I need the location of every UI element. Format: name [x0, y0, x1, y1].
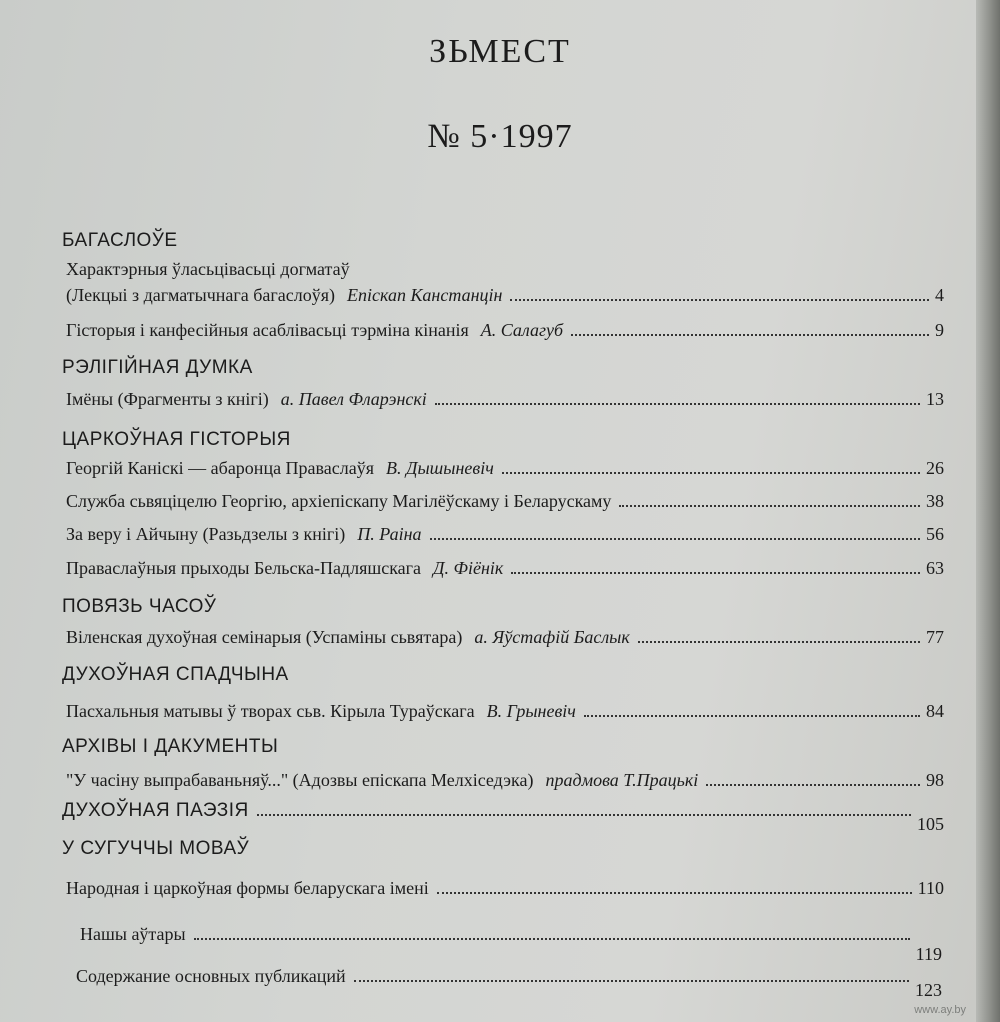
toc-entry	[66, 701, 944, 725]
dot-leader	[571, 320, 929, 336]
toc-entry	[66, 627, 944, 651]
toc-entry-page: 119	[915, 944, 942, 964]
toc-entry-title: (Лекцыі з дагматычнага багаслоўя)	[66, 285, 336, 305]
toc-entry-title: "У часіну выпрабаваньняў..." (Адозвы епіскапа Мелхіседэка)	[66, 770, 534, 790]
toc-entry-author: прадмова Т.Працькі	[545, 770, 699, 790]
toc-entry	[66, 558, 944, 582]
toc-entry-page: 105	[917, 814, 944, 834]
toc-entry	[80, 906, 942, 964]
toc-entry-author: Д. Фіёнік	[433, 558, 504, 578]
toc-entry-page: 38	[926, 491, 944, 511]
section-heading: ЦАРКОЎНАЯ ГІСТОРЫЯ	[62, 429, 291, 450]
toc-entry-page: 84	[926, 701, 944, 721]
toc-entry	[66, 285, 944, 309]
dot-leader	[510, 285, 929, 301]
toc-entry-author: В. Грыневіч	[486, 701, 576, 721]
toc-entry-page: 77	[926, 627, 944, 647]
toc-entry	[76, 954, 942, 1000]
toc-section-entry	[62, 800, 944, 834]
toc-entry-author: В. Дышыневіч	[386, 458, 494, 478]
issue-number: № 5·1997	[427, 118, 573, 155]
toc-entry-author: а. Павел Фларэнскі	[280, 389, 427, 409]
toc-entry-author: А. Салагуб	[480, 320, 564, 340]
toc-entry-title: Служба сьвяціцелю Георгію, архіепіскапу Магілёўскаму і Беларускаму	[66, 491, 612, 511]
toc-entry	[66, 320, 944, 344]
section-heading: ДУХОЎНАЯ СПАДЧЫНА	[62, 664, 289, 685]
dot-leader	[706, 770, 920, 786]
section-heading: ПОВЯЗЬ ЧАСОЎ	[62, 596, 217, 617]
dot-leader	[430, 524, 920, 540]
dot-leader	[502, 458, 920, 474]
section-heading: ДУХОЎНАЯ ПАЭЗІЯ	[62, 800, 249, 821]
toc-entry-title: Пасхальныя матывы ў творах сьв. Кірыла Тураўскага	[66, 701, 475, 721]
toc-entry	[66, 524, 944, 548]
toc-entry	[66, 458, 944, 482]
toc-entry	[66, 878, 944, 902]
dot-leader	[619, 491, 920, 507]
toc-entry-page: 98	[926, 770, 944, 790]
toc-entry-title: Праваслаўныя прыходы Бельска-Падляшскага	[66, 558, 422, 578]
toc-entry-author: Епіскап Канстанцін	[347, 285, 503, 305]
toc-entry-title: Нашы аўтары	[80, 924, 186, 944]
dot-leader	[194, 924, 910, 940]
toc-entry-page: 123	[915, 980, 942, 1000]
toc-entry-page: 56	[926, 524, 944, 544]
toc-entry-page: 63	[926, 558, 944, 578]
toc-entry-title: Содержание основных публикаций	[76, 966, 346, 986]
toc-entry-page: 4	[935, 285, 944, 305]
toc-entry	[66, 491, 944, 515]
dot-leader	[257, 800, 911, 816]
toc-entry	[66, 770, 944, 794]
dot-leader	[437, 878, 912, 894]
dot-leader	[435, 389, 920, 405]
toc-entry-page: 13	[926, 389, 944, 409]
section-heading: АРХІВЫ І ДАКУМЕНТЫ	[62, 736, 279, 757]
dot-leader	[354, 966, 909, 982]
toc-entry-page: 9	[935, 320, 944, 340]
toc-entry-title: Гісторыя і канфесійныя асаблівасьці тэрміна кінанія	[66, 320, 469, 340]
toc-entry-page: 110	[917, 878, 944, 898]
toc-entry-title: Імёны (Фрагменты з кнігі)	[66, 389, 269, 409]
toc-entry-author: а. Яўстафій Баслык	[474, 627, 630, 647]
page-title: ЗЬМЕСТ	[429, 33, 571, 70]
dot-leader	[584, 701, 920, 717]
toc-entry-title: Народная і царкоўная формы беларускага імені	[66, 878, 429, 898]
dot-leader	[511, 558, 920, 574]
section-heading: У СУГУЧЧЫ МОВАЎ	[62, 838, 250, 859]
toc-entry-title: Віленская духоўная семінарыя (Успаміны сьвятара)	[66, 627, 463, 647]
toc-entry-author: П. Раіна	[357, 524, 422, 544]
toc-entry-page: 26	[926, 458, 944, 478]
dot-leader	[638, 627, 920, 643]
section-heading: РЭЛІГІЙНАЯ ДУМКА	[62, 357, 253, 378]
toc-entry	[66, 389, 944, 413]
toc-entry-title: Характэрныя ўласьцівасьці догматаў	[66, 259, 350, 279]
watermark: www.ay.by	[914, 1004, 966, 1016]
toc-entry-title: Георгій Каніскі — абаронца Праваслаўя	[66, 458, 375, 478]
section-heading: БАГАСЛОЎЕ	[62, 230, 178, 251]
toc-entry-title: За веру і Айчыну (Разьдзелы з кнігі)	[66, 524, 346, 544]
